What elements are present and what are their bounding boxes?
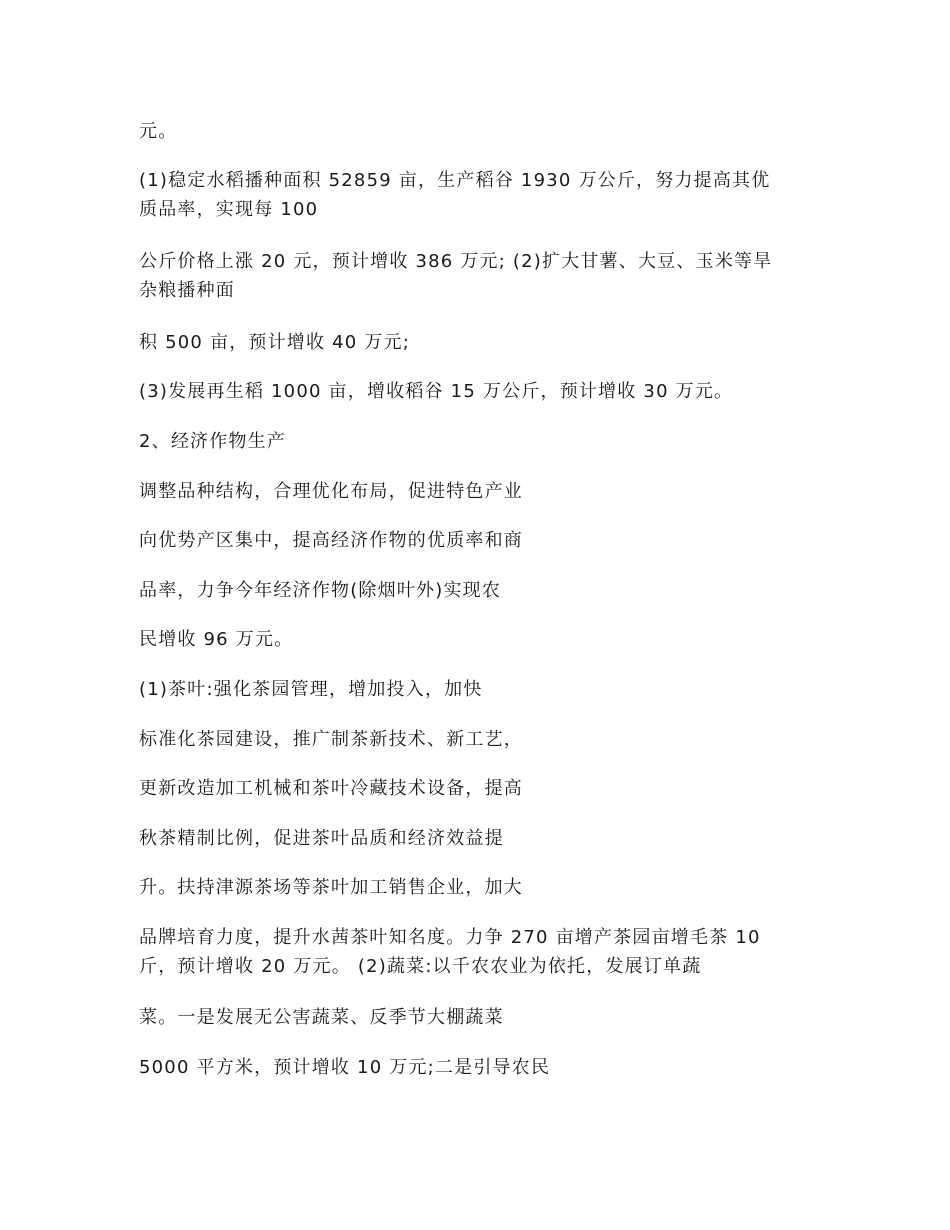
text-line: 升。扶持津源茶场等茶叶加工销售企业，加大 — [139, 877, 523, 898]
paragraph-3 — [139, 247, 819, 305]
paragraph-5 — [139, 377, 819, 406]
text-line: 向优势产区集中，提高经济作物的优质率和商 — [139, 530, 523, 551]
text-line: 品牌培育力度，提升水茜茶叶知名度。力争 270 亩增产茶园亩增毛茶 10 — [139, 927, 761, 948]
paragraph-4 — [139, 328, 819, 357]
paragraph-14 — [139, 824, 819, 853]
paragraph-7 — [139, 477, 819, 506]
text-line: 杂粮播种面 — [139, 280, 235, 301]
text-line: 斤，预计增收 20 万元。 (2)蔬菜:以千农农业为依托，发展订单蔬 — [139, 956, 702, 977]
text-line: 积 500 亩，预计增收 40 万元; — [139, 332, 411, 353]
text-line: 更新改造加工机械和茶叶冷藏技术设备，提高 — [139, 778, 523, 799]
paragraph-9 — [139, 576, 819, 605]
text-line: 菜。一是发展无公害蔬菜、反季节大棚蔬菜 — [139, 1007, 504, 1028]
paragraph-17 — [139, 1003, 819, 1032]
paragraph-13 — [139, 774, 819, 803]
paragraph-16 — [139, 923, 819, 981]
text-line: 标准化茶园建设，推广制茶新技术、新工艺， — [139, 729, 523, 750]
text-line: 民增收 96 万元。 — [139, 629, 294, 650]
paragraph-2 — [139, 166, 819, 224]
text-line: (1)稳定水稻播种面积 52859 亩，生产稻谷 1930 万公斤，努力提高其优 — [139, 170, 771, 191]
text-line: 公斤价格上涨 20 元，预计增收 386 万元; (2)扩大甘薯、大豆、玉米等旱 — [139, 251, 773, 272]
text-line: 元。 — [139, 121, 178, 142]
text-line: (3)发展再生稻 1000 亩，增收稻谷 15 万公斤，预计增收 30 万元。 — [139, 381, 734, 402]
text-line: 2、经济作物生产 — [139, 431, 287, 452]
paragraph-10 — [139, 625, 819, 654]
paragraph-15 — [139, 873, 819, 902]
section-heading — [139, 427, 819, 456]
paragraph-12 — [139, 725, 819, 754]
paragraph-1 — [139, 117, 819, 146]
text-line: 质品率，实现每 100 — [139, 199, 319, 220]
text-line: 品率，力争今年经济作物(除烟叶外)实现农 — [139, 580, 502, 601]
text-line: (1)茶叶:强化茶园管理，增加投入，加快 — [139, 679, 483, 700]
text-line: 秋茶精制比例，促进茶叶品质和经济效益提 — [139, 828, 504, 849]
paragraph-8 — [139, 526, 819, 555]
text-line: 调整品种结构，合理优化布局，促进特色产业 — [139, 481, 523, 502]
paragraph-11 — [139, 675, 819, 704]
text-line: 5000 平方米，预计增收 10 万元;二是引导农民 — [139, 1057, 551, 1078]
paragraph-18 — [139, 1053, 819, 1082]
